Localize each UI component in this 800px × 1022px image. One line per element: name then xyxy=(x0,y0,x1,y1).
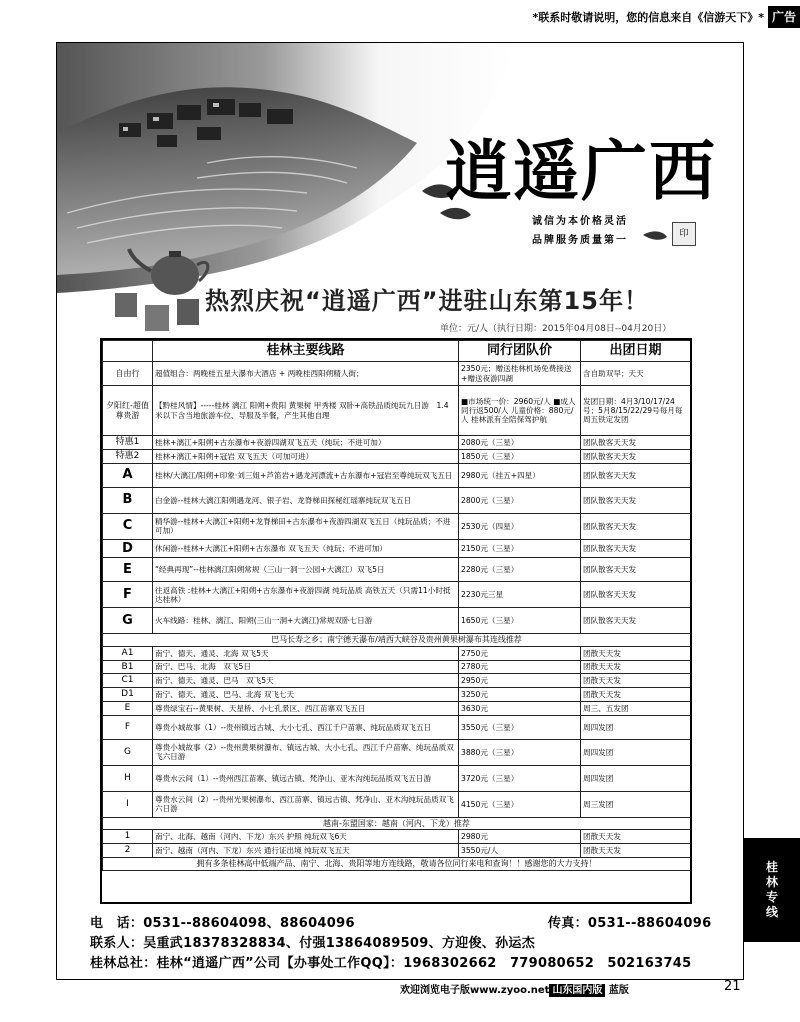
phone-value: 0531--88604098、88604096 xyxy=(143,916,355,931)
cell-route: 往返高铁 :桂林+大漓江+阳朔+古东瀑布+夜游四湖 纯玩品质 高铁五天（只需11小时抵达桂林） xyxy=(153,582,459,608)
slogan-1: 诚信为本价格灵活 xyxy=(532,216,628,227)
brand-title: 逍遥广西 xyxy=(445,132,717,210)
cell-route: 南宁、北海、越南（河内、下龙）东兴 护照 纯玩双飞6天 xyxy=(153,830,459,844)
table-row xyxy=(103,791,691,817)
cell-route: 南宁、德天、通灵、巴马、北海 双飞七天 xyxy=(153,688,459,702)
cell-code: C xyxy=(103,513,153,539)
cell-date: 周四发团 xyxy=(581,715,691,739)
table-row xyxy=(103,715,691,739)
table-row xyxy=(103,739,691,765)
cell-price: 2980元 xyxy=(459,830,581,844)
section-title-2: 越南-东盟国家：越南（河内、下龙）推荐 xyxy=(103,817,691,830)
header-date: 出团日期 xyxy=(581,341,691,362)
cell-date: 团队散客天天发 xyxy=(581,539,691,558)
header-routes: 桂林主要线路 xyxy=(153,341,459,362)
cell-route: 火车线路：桂林、漓江、阳朔(三山一洞+大漓江)常规双卧七日游 xyxy=(153,608,459,634)
cell-date: 周四发团 xyxy=(581,739,691,765)
cell-route: 【黔桂风情】-----桂林 漓江 阳朔+贵阳 黄果树 甲秀楼 双卧+高铁品质纯玩九日游 1.4米以下含当地旅游车位、导服及半餐，产生其他自理 xyxy=(153,386,459,436)
table-row xyxy=(103,646,691,660)
cell-code: A1 xyxy=(103,646,153,660)
table-row xyxy=(103,513,691,539)
table-row xyxy=(103,830,691,844)
cell-date: 周四发团 xyxy=(581,765,691,791)
cell-route: 尊贵水云间（2）--贵州光果树瀑布、西江苗寨、镇远古镇、梵净山、亚木沟纯玩品质双飞六日游 xyxy=(153,791,459,817)
cell-date: 团队散客天天发 xyxy=(581,487,691,513)
table-row xyxy=(103,701,691,715)
cell-route: 南宁、巴马、北海 双飞5日 xyxy=(153,660,459,674)
cell-price: 3720元（三星） xyxy=(459,765,581,791)
route-table xyxy=(100,338,692,904)
cell-code: F xyxy=(103,715,153,739)
cell-date: 团散天天发 xyxy=(581,646,691,660)
footer-text: 欢迎浏览电子版www.zyoo.net xyxy=(400,985,550,996)
cell-price: 3550元（三星） xyxy=(459,715,581,739)
table-row xyxy=(103,660,691,674)
qq-value: 1968302662 779080652 502163745 xyxy=(403,956,692,971)
headline: 热烈庆祝“逍遥广西”进驻山东第15年！ xyxy=(205,287,649,315)
table-row xyxy=(103,674,691,688)
cell-code: 自由行 xyxy=(103,362,153,386)
cell-code: B1 xyxy=(103,660,153,674)
table-header-row xyxy=(103,341,691,362)
cell-date: 团散天天发 xyxy=(581,688,691,702)
cell-price: 2230元三星 xyxy=(459,582,581,608)
fax-value: 0531--88604096 xyxy=(587,916,712,931)
table-footer-row xyxy=(103,857,691,870)
cell-price: 2530元（四星） xyxy=(459,513,581,539)
table-row xyxy=(103,844,691,858)
top-note-text: *联系时敬请说明，您的信息来自《信游天下》* xyxy=(532,11,764,24)
cell-date: 团队散客天天发 xyxy=(581,608,691,634)
cell-code: F xyxy=(103,582,153,608)
cell-code: B xyxy=(103,487,153,513)
table-row xyxy=(103,765,691,791)
cell-price: 2350元；赠送桂林机场免费接送+赠送夜游四湖 xyxy=(459,362,581,386)
cell-code: D xyxy=(103,539,153,558)
table-row xyxy=(103,463,691,487)
cell-route: 南宁、德天、通灵、巴马 双飞5天 xyxy=(153,674,459,688)
table-row xyxy=(103,608,691,634)
cell-route: 尊贵水云间（1）--贵州西江苗寨、镇远古镇、梵净山、亚木沟纯玩品质双飞五日游 xyxy=(153,765,459,791)
cell-date: 团队散客天天发 xyxy=(581,449,691,463)
cell-price: 1850元（三星） xyxy=(459,449,581,463)
cell-code: G xyxy=(103,608,153,634)
table-row xyxy=(103,436,691,450)
hq-label: 桂林总社：桂林“逍遥广西”公司【办事处工作QQ】： xyxy=(90,956,404,971)
cell-date: 团散天天发 xyxy=(581,674,691,688)
fax-label: 传真： xyxy=(548,916,588,931)
table-row xyxy=(103,362,691,386)
cell-date: 团队散客天天发 xyxy=(581,436,691,450)
cell-price: 3250元 xyxy=(459,688,581,702)
ad-tag: 广告 xyxy=(768,6,800,28)
cell-date: 团散天天发 xyxy=(581,830,691,844)
phone-line xyxy=(90,912,355,931)
slogan-2: 品牌服务质量第一 xyxy=(532,235,628,246)
cell-date: 周三、五发团 xyxy=(581,701,691,715)
cell-code: 2 xyxy=(103,844,153,858)
table-row xyxy=(103,582,691,608)
table-row xyxy=(103,539,691,558)
section-row xyxy=(103,634,691,647)
cell-route: 尊贵小城故事（2）--贵州黄果树瀑布、镇远古城、大小七孔、西江千户苗寨、纯玩品质双飞六日游 xyxy=(153,739,459,765)
phone-label: 电 话： xyxy=(90,916,144,931)
cell-date: 团队散客天天发 xyxy=(581,558,691,582)
cell-code: 1 xyxy=(103,830,153,844)
cell-price: 2150元（三星） xyxy=(459,539,581,558)
cell-price: 2280元（三星） xyxy=(459,558,581,582)
cell-date: 含自助双早；天天 xyxy=(581,362,691,386)
cell-code: C1 xyxy=(103,674,153,688)
table-footer-note: 拥有多条桂林高中低端产品、南宁、北海、贵阳等地方连线路，敬请各位同行来电和查询！！感谢您的大力支持！ xyxy=(103,857,691,870)
cell-date: 发团日期：4月3/10/17/24号；5月8/15/22/29号每月每周五铁定发团 xyxy=(581,386,691,436)
cell-route: 南宁、越南（河内、下龙）东兴 通行证出境 纯玩双飞五天 xyxy=(153,844,459,858)
cell-price: 2800元（三星） xyxy=(459,487,581,513)
cell-price: 2980元（挂五+四星） xyxy=(459,463,581,487)
cell-code: H xyxy=(103,765,153,791)
cell-code: 特惠1 xyxy=(103,436,153,450)
cell-code: A xyxy=(103,463,153,487)
persons-value: 吴重武18378328834、付强13864089509、方迎俊、孙运杰 xyxy=(143,936,536,951)
cell-route: 桂林+漓江+阳朔+古东瀑布+夜游四湖双飞五天（纯玩；不进可加） xyxy=(153,436,459,450)
page-number: 21 xyxy=(724,979,741,994)
cell-price: 3550元/人 xyxy=(459,844,581,858)
header-price: 同行团队价 xyxy=(459,341,581,362)
cell-price: 2750元 xyxy=(459,646,581,660)
sidebar-label: 桂林专线 xyxy=(765,860,778,919)
cell-price: ■市场统一价：2960元/人 ■成人同行返500/人 儿童价格：880元/人 桂林派有全陪保驾护航 xyxy=(459,386,581,436)
cell-price: 3880元（三星） xyxy=(459,739,581,765)
section-title-1: 巴马长寿之乡；南宁德天瀑布/靖西大峡谷及贵州黄果树瀑布其连线推荐 xyxy=(103,634,691,647)
fax-line xyxy=(548,912,711,931)
version-label: 蓝版 xyxy=(608,985,629,996)
cell-route: 休闲游--桂林+大漓江+阳朔+古东瀑布 双飞五天（纯玩；不进可加） xyxy=(153,539,459,558)
person-label: 联系人： xyxy=(90,936,144,951)
table-row xyxy=(103,688,691,702)
cell-date: 团散天天发 xyxy=(581,660,691,674)
table-row xyxy=(103,558,691,582)
cell-route: 桂林+漓江+阳朔+冠岩 双飞五天（可加可进） xyxy=(153,449,459,463)
cell-code: 夕阳红-超值尊贵游 xyxy=(103,386,153,436)
cell-price: 4150元（三星） xyxy=(459,791,581,817)
cell-code: D1 xyxy=(103,688,153,702)
section-row xyxy=(103,817,691,830)
seal-stamp: 印 xyxy=(672,222,696,246)
cell-date: 团散天天发 xyxy=(581,844,691,858)
cell-date: 团队散客天天发 xyxy=(581,513,691,539)
cell-code: E xyxy=(103,701,153,715)
contact-persons-line xyxy=(90,932,535,951)
edition-badge: 山东国内版 xyxy=(549,984,605,997)
price-info: 单位：元/人（执行日期：2015年04月08日--04月20日） xyxy=(440,324,672,334)
cell-code: I xyxy=(103,791,153,817)
cell-price: 3630元 xyxy=(459,701,581,715)
cell-route: 超值组合：两晚桂五星大瀑布大酒店 + 两晚桂西阳朔精人街； xyxy=(153,362,459,386)
top-note xyxy=(360,6,800,28)
cell-code: G xyxy=(103,739,153,765)
cell-route: 精华游--桂林+大漓江+阳朔+龙脊梯田+古东瀑布+夜游四湖双飞五日（纯玩品质；不进可加） xyxy=(153,513,459,539)
cell-date: 团队散客天天发 xyxy=(581,582,691,608)
table-row xyxy=(103,487,691,513)
cell-price: 1650元（三星） xyxy=(459,608,581,634)
cell-route: 南宁、德天、通灵、北海 双飞5天 xyxy=(153,646,459,660)
cell-price: 2950元 xyxy=(459,674,581,688)
hq-line xyxy=(90,952,691,971)
table-row xyxy=(103,449,691,463)
cell-code: 特惠2 xyxy=(103,449,153,463)
cell-route: 白金游--桂林大漓江阳朔遇龙河、银子岩、龙脊梯田探秘红瑶寨纯玩双飞五日 xyxy=(153,487,459,513)
cell-route: “经典再现”--桂林漓江阳朔常规（三山一洞一公园+大漓江）双飞5日 xyxy=(153,558,459,582)
sidebar-tab xyxy=(744,838,800,942)
cell-route: 尊贵绿宝石--黄果树、天星桥、小七孔景区、西江苗寨双飞五日 xyxy=(153,701,459,715)
cell-route: 桂林/大漓江/阳朔+印象·刘三姐+芦笛岩+遇龙河漂流+古东瀑布+冠岩至尊纯玩双飞五日 xyxy=(153,463,459,487)
cell-route: 尊贵小城故事（1）--贵州镇远古城、大小七孔、西江千户苗寨、纯玩品质双飞五日 xyxy=(153,715,459,739)
table-row xyxy=(103,386,691,436)
cell-price: 2080元（三星） xyxy=(459,436,581,450)
cell-code: E xyxy=(103,558,153,582)
cell-date: 周三发团 xyxy=(581,791,691,817)
cell-date: 团队散客天天发 xyxy=(581,463,691,487)
cell-price: 2780元 xyxy=(459,660,581,674)
